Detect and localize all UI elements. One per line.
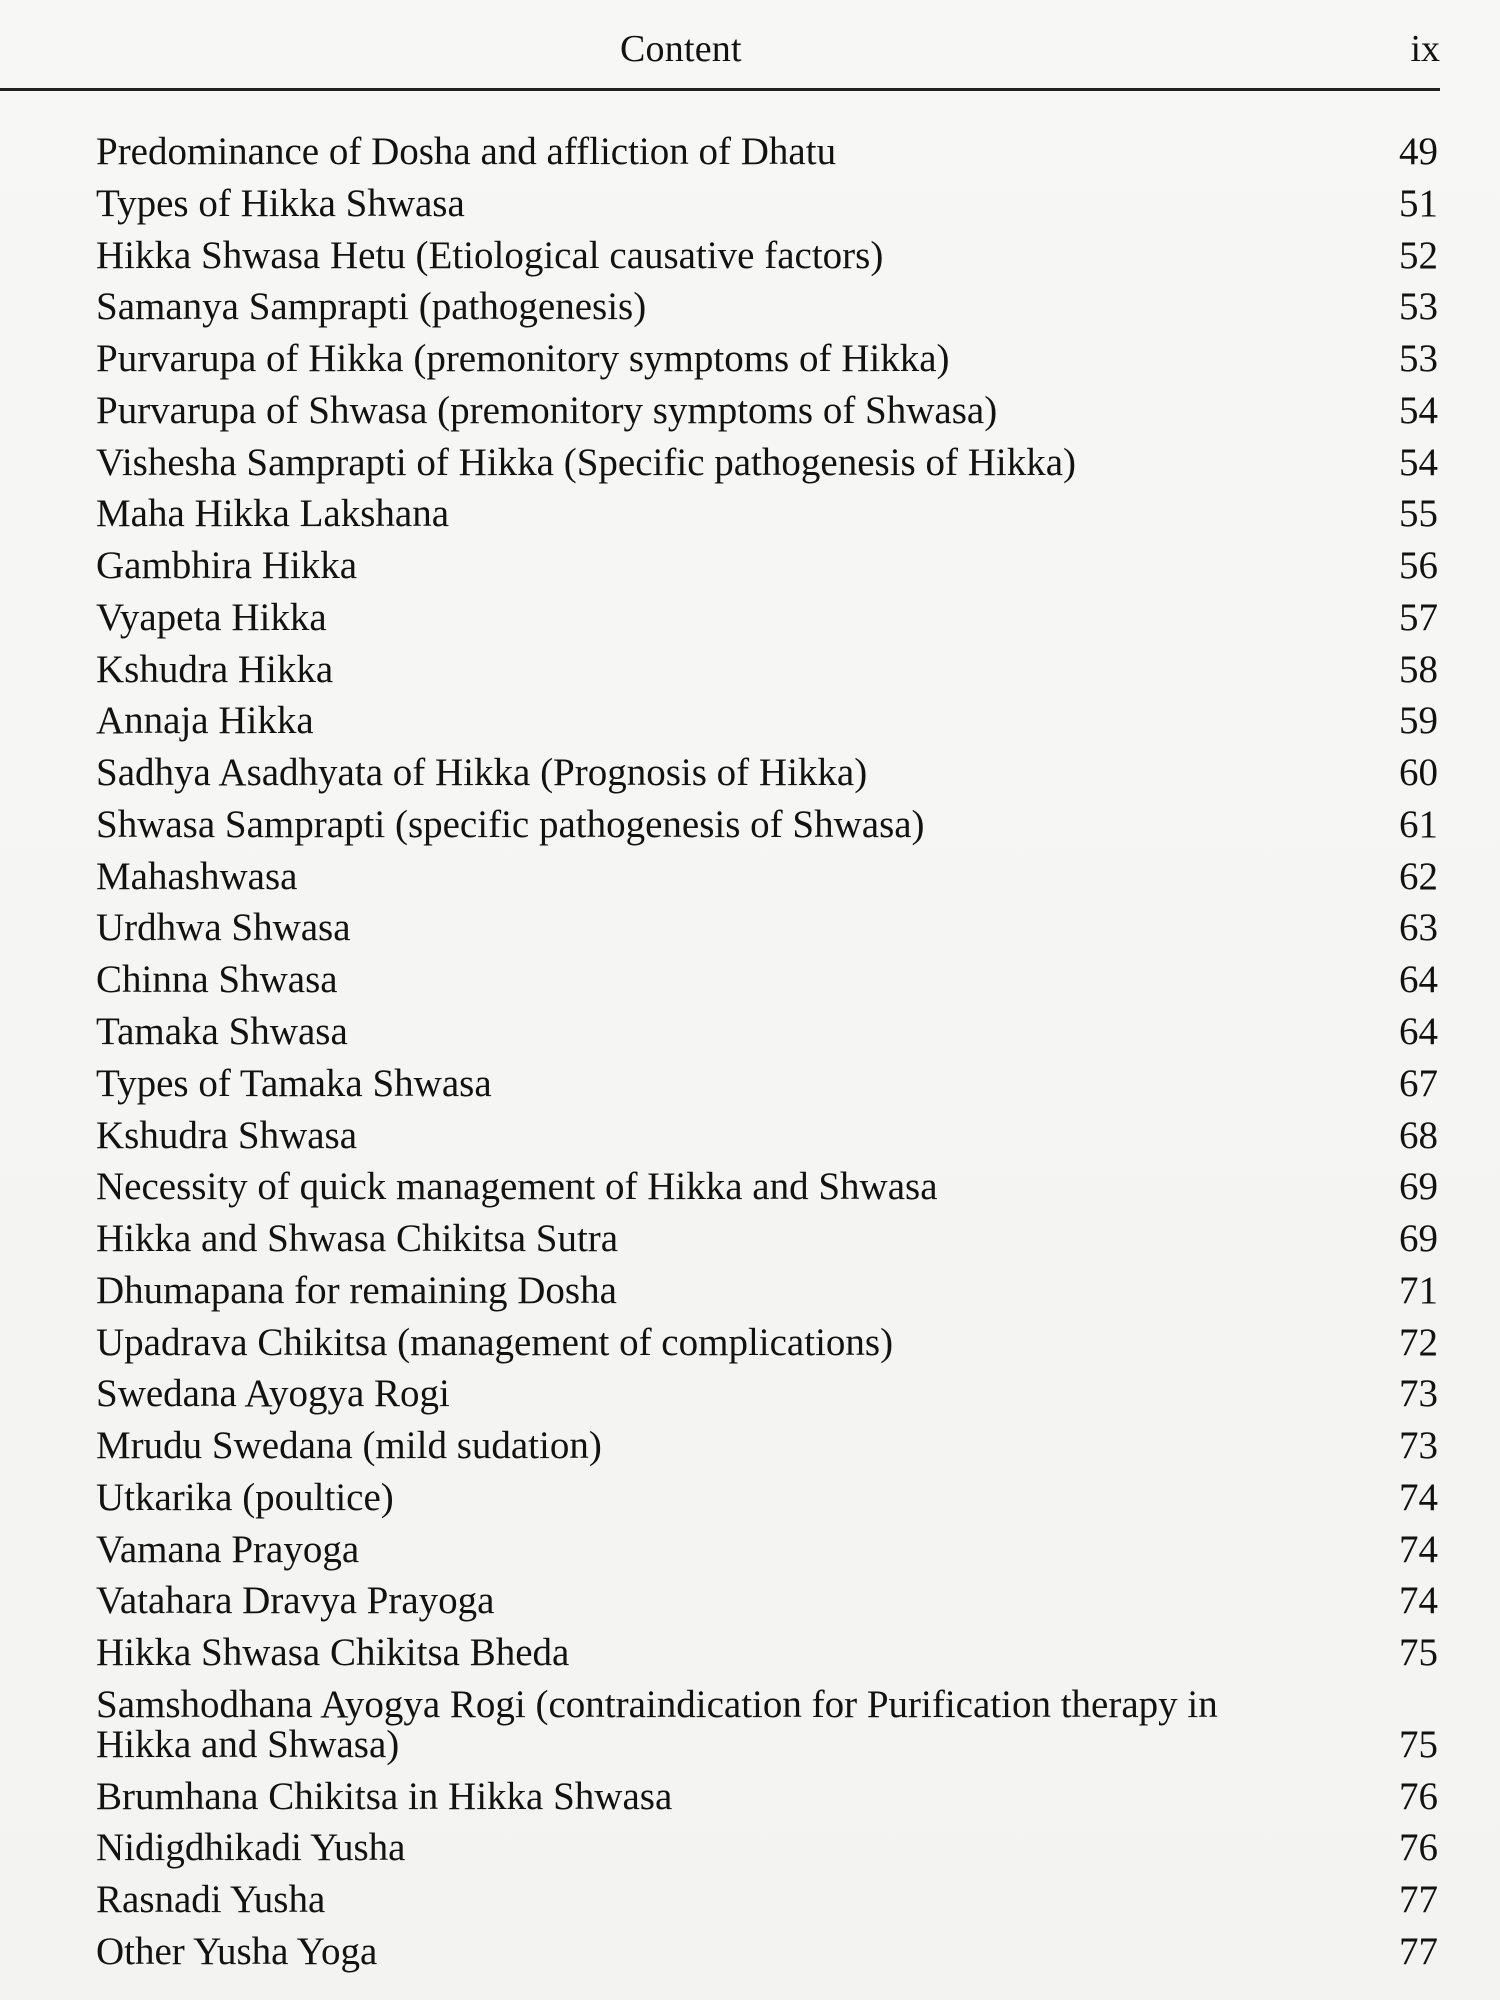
toc-entry-title: Maha Hikka Lakshana	[96, 492, 450, 536]
toc-entry-page: 54	[1399, 388, 1438, 432]
toc-entry-title: Chinna Shwasa	[96, 958, 338, 1002]
toc-entry-page: 71	[1399, 1268, 1438, 1312]
page-header	[0, 0, 1500, 92]
toc-entry-page: 75	[1399, 1631, 1438, 1675]
toc-entry-page: 59	[1399, 699, 1438, 743]
toc-entry	[96, 1475, 1438, 1519]
toc-entry-title: Mahashwasa	[96, 854, 298, 898]
toc-entry	[96, 1633, 1438, 1673]
toc-entry-page: 53	[1399, 285, 1438, 329]
toc-entry-title: Hikka and Shwasa Chikitsa Sutra	[96, 1217, 619, 1261]
toc-entry-page: 61	[1399, 802, 1438, 846]
toc-entry-page: 74	[1399, 1579, 1438, 1623]
toc-entry-title: Rasnadi Yusha	[96, 1878, 326, 1922]
toc-entry-page: 64	[1399, 958, 1438, 1002]
toc-entry-title: Brumhana Chikitsa in Hikka Shwasa	[96, 1774, 673, 1818]
toc-entry-page: 49	[1399, 130, 1438, 173]
toc-entry	[96, 960, 1438, 1000]
toc-entry-page: 74	[1399, 1527, 1438, 1571]
toc-entry	[96, 132, 1438, 172]
toc-entry-title: Predominance of Dosha and affliction of Dhatu	[96, 130, 837, 173]
toc-entry	[96, 1929, 1438, 1973]
toc-entry-title: Hikka Shwasa Hetu (Etiological causative factors)	[96, 233, 884, 277]
toc-entry-page: 76	[1399, 1774, 1438, 1818]
toc-entry-title: Other Yusha Yoga	[96, 1929, 378, 1973]
toc-entry-page: 72	[1399, 1320, 1438, 1364]
toc-entry-title: Types of Tamaka Shwasa	[96, 1061, 492, 1105]
toc-entry-title: Purvarupa of Hikka (premonitory symptoms of Hikka)	[96, 337, 950, 381]
toc-entry-page: 60	[1399, 751, 1438, 795]
toc-entry-page: 77	[1399, 1878, 1438, 1922]
page-number: ix	[1410, 28, 1440, 70]
toc-entry-page: 64	[1399, 1010, 1438, 1054]
toc-entry-page: 77	[1399, 1929, 1438, 1973]
toc-entry	[96, 802, 1438, 846]
toc-entry-page: 57	[1399, 595, 1438, 639]
table-of-contents	[96, 132, 1438, 1972]
toc-entry-title: Vishesha Samprapti of Hikka (Specific pathogenesis of Hikka)	[96, 440, 1076, 484]
toc-entry	[96, 1012, 1438, 1052]
toc-entry-title: Shwasa Samprapti (specific pathogenesis of Shwasa)	[96, 802, 925, 846]
toc-entry	[96, 595, 1438, 639]
toc-entry	[96, 494, 1438, 534]
toc-entry	[96, 1581, 1438, 1621]
toc-entry-title: Vatahara Dravya Prayoga	[96, 1579, 495, 1623]
toc-entry	[96, 647, 1438, 691]
toc-entry	[96, 339, 1438, 379]
toc-entry-title: Upadrava Chikitsa (management of complications)	[96, 1320, 894, 1364]
toc-entry-page: 53	[1399, 337, 1438, 381]
toc-entry	[96, 546, 1438, 586]
toc-entry-title: Samshodhana Ayogya Rogi (contraindication for Purification therapy in Hikka and Shwasa)	[96, 1682, 1218, 1766]
toc-entry-page: 62	[1399, 854, 1438, 898]
toc-entry-page: 54	[1399, 440, 1438, 484]
toc-entry-title: Dhumapana for remaining Dosha	[96, 1268, 617, 1312]
toc-entry-title: Annaja Hikka	[96, 699, 314, 743]
toc-entry	[96, 1061, 1438, 1105]
toc-entry	[96, 388, 1438, 432]
toc-entry	[96, 908, 1438, 948]
toc-entry-title: Swedana Ayogya Rogi	[96, 1372, 450, 1416]
toc-entry	[96, 440, 1438, 484]
toc-entry-page: 56	[1399, 544, 1438, 588]
toc-entry-title: Types of Hikka Shwasa	[96, 181, 465, 225]
toc-entry	[96, 287, 1438, 327]
toc-entry-title: Nidigdhikadi Yusha	[96, 1826, 406, 1870]
toc-entry-page: 68	[1399, 1113, 1438, 1157]
toc-entry	[96, 1527, 1438, 1571]
toc-entry-page: 74	[1399, 1475, 1438, 1519]
toc-entry-page: 69	[1399, 1217, 1438, 1261]
toc-entry	[96, 854, 1438, 898]
toc-entry-page: 73	[1399, 1424, 1438, 1468]
toc-entry	[96, 701, 1438, 741]
toc-entry	[96, 1167, 1438, 1207]
toc-entry-title: Utkarika (poultice)	[96, 1475, 394, 1519]
toc-entry-page: 69	[1399, 1165, 1438, 1209]
page-title: Content	[620, 28, 742, 70]
toc-entry-title: Urdhwa Shwasa	[96, 906, 351, 950]
toc-entry-title: Gambhira Hikka	[96, 544, 358, 588]
toc-entry-page: 63	[1399, 906, 1438, 950]
toc-entry	[96, 1682, 1438, 1766]
toc-entry-title: Samanya Samprapti (pathogenesis)	[96, 285, 647, 329]
toc-entry	[96, 1219, 1438, 1259]
toc-entry-title: Mrudu Swedana (mild sudation)	[96, 1424, 602, 1468]
toc-entry	[96, 1374, 1438, 1414]
toc-entry-title: Purvarupa of Shwasa (premonitory symptoms of Shwasa)	[96, 388, 998, 432]
toc-entry-title: Sadhya Asadhyata of Hikka (Prognosis of Hikka)	[96, 751, 868, 795]
toc-entry-page: 75	[1399, 1722, 1438, 1766]
toc-entry-page: 73	[1399, 1372, 1438, 1416]
toc-entry-title: Kshudra Hikka	[96, 647, 334, 691]
toc-entry-page: 76	[1399, 1826, 1438, 1870]
toc-entry	[96, 1113, 1438, 1157]
toc-entry-page: 58	[1399, 647, 1438, 691]
toc-entry	[96, 753, 1438, 793]
header-rule	[0, 88, 1440, 91]
toc-entry-title: Hikka Shwasa Chikitsa Bheda	[96, 1631, 570, 1675]
toc-entry-page: 51	[1399, 181, 1438, 225]
toc-entry	[96, 1320, 1438, 1364]
toc-entry-title: Vyapeta Hikka	[96, 595, 327, 639]
toc-entry-title: Necessity of quick management of Hikka and Shwasa	[96, 1165, 938, 1209]
toc-entry	[96, 1426, 1438, 1466]
toc-entry	[96, 1268, 1438, 1312]
toc-entry	[96, 1828, 1438, 1868]
toc-entry	[96, 1880, 1438, 1920]
toc-entry-page: 67	[1399, 1061, 1438, 1105]
toc-entry	[96, 233, 1438, 277]
toc-entry	[96, 1774, 1438, 1818]
toc-entry-title: Tamaka Shwasa	[96, 1010, 348, 1054]
toc-entry-title: Vamana Prayoga	[96, 1527, 360, 1571]
toc-entry-page: 52	[1399, 233, 1438, 277]
toc-entry	[96, 181, 1438, 225]
toc-entry-page: 55	[1399, 492, 1438, 536]
toc-entry-title: Kshudra Shwasa	[96, 1113, 358, 1157]
